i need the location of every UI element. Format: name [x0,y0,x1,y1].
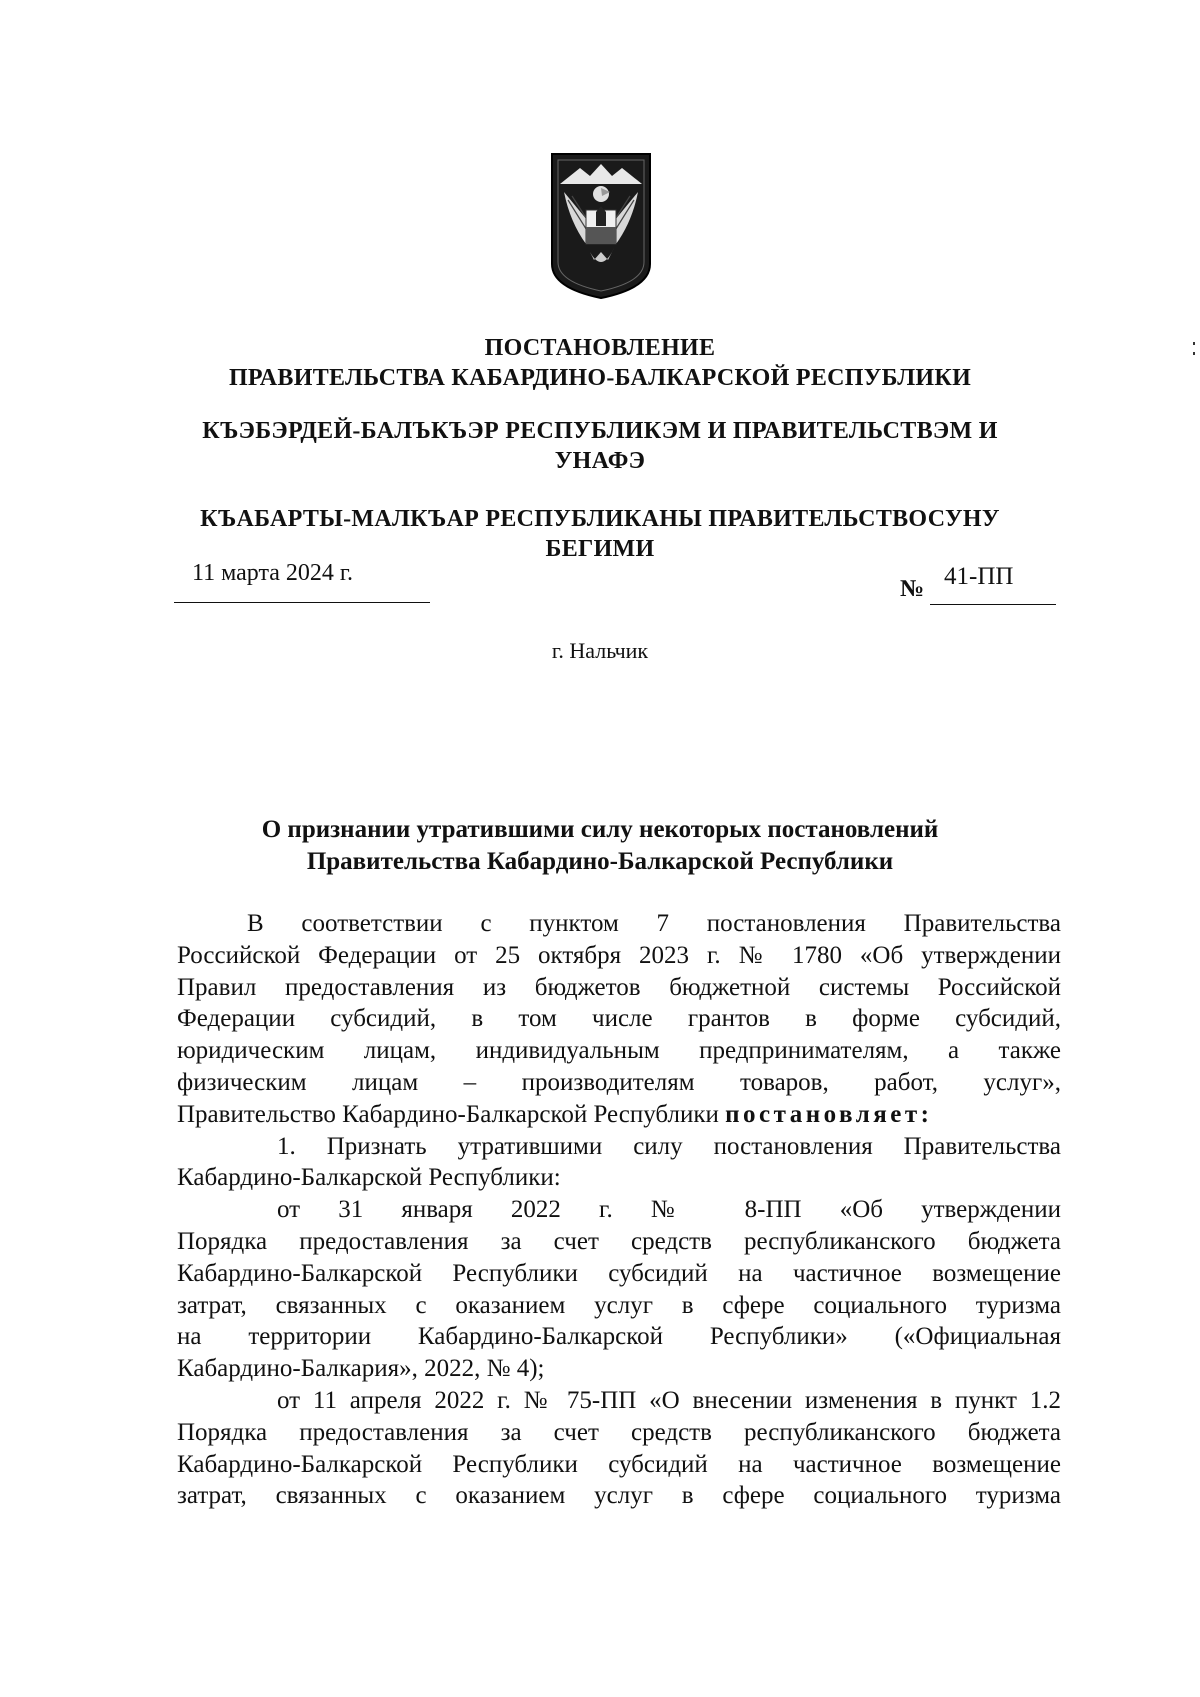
date-underline [174,602,430,603]
body-line: Кабардино-Балкарской Республики субсидий на частичное возмещение [177,1259,1061,1287]
document-heading [160,333,1040,393]
body-line: Федерации субсидий, в том числе грантов в форме субсидий, [177,1005,1061,1033]
body-line: Кабардино-Балкарской Республики: [177,1164,561,1192]
body-line: Порядка предоставления за счет средств республиканского бюджета [177,1227,1061,1255]
number-underline [930,604,1056,605]
document-number: 41-ПП [944,563,1014,590]
body-line: Порядка предоставления за счет средств республиканского бюджета [177,1418,1061,1446]
heading-balkar-line-1: КЪАБАРТЫ-МАЛКЪАР РЕСПУБЛИКАНЫ ПРАВИТЕЛЬСТВОСУНУ [200,506,1000,532]
body-line: Правил предоставления из бюджетов бюджетной системы Российской [177,973,1061,1001]
document-body [177,908,1061,1512]
body-line: физическим лицам – производителям товаров, работ, услуг», [177,1068,1061,1096]
body-line: Кабардино-Балкарской Республики субсидий на частичное возмещение [177,1450,1061,1478]
heading-balkar-line-2: БЕГИМИ [545,536,655,562]
heading-kabardian-line-1: КЪЭБЭРДЕЙ-БАЛЪКЪЭР РЕСПУБЛИКЭМ И ПРАВИТЕЛЬСТВЭМ И [202,418,998,444]
body-line: от 31 января 2022 г. № 8-ПП «Об утверждении [277,1196,1061,1224]
number-sign: № [900,576,925,602]
body-line: Российской Федерации от 25 октября 2023 г. № 1780 «Об утверждении [177,941,1061,969]
body-line: на территории Кабардино-Балкарской Республики» («Официальная [177,1323,1061,1351]
heading-balkar [160,504,1040,564]
heading-kabardian [160,416,1040,476]
scan-edge-mark [1192,340,1196,360]
heading-line-1: ПОСТАНОВЛЕНИЕ [484,335,716,361]
city: г. Нальчик [551,638,649,663]
body-line: юридическим лицам, индивидуальным предпринимателям, а также [177,1037,1061,1065]
coat-of-arms-icon [550,152,652,300]
body-line: затрат, связанных с оказанием услуг в сфере социального туризма [177,1482,1061,1510]
title-line-2: Правительства Кабардино-Балкарской Республики [306,848,894,875]
body-line: Кабардино-Балкария», 2022, № 4); [177,1355,545,1383]
body-text: Правительство Кабардино-Балкарской Республики [177,1100,726,1128]
body-line: от 11 апреля 2022 г. № 75-ПП «О внесении изменения в пункт 1.2 [277,1386,1061,1414]
body-line: 1. Признать утратившими силу постановления Правительства [277,1132,1061,1160]
title-line-1: О признании утратившими силу некоторых постановлений [261,816,939,843]
body-line: затрат, связанных с оказанием услуг в сфере социального туризма [177,1291,1061,1319]
body-line: В соответствии с пунктом 7 постановления Правительства [247,910,1061,937]
body-line [177,1099,1061,1131]
document-title [160,814,1040,878]
heading-line-2: ПРАВИТЕЛЬСТВА КАБАРДИНО-БАЛКАРСКОЙ РЕСПУБЛИКИ [228,365,972,391]
document-date: 11 марта 2024 г. [192,560,354,586]
heading-kabardian-line-2: УНАФЭ [554,448,646,474]
resolves-word: постановляет: [725,1100,933,1128]
